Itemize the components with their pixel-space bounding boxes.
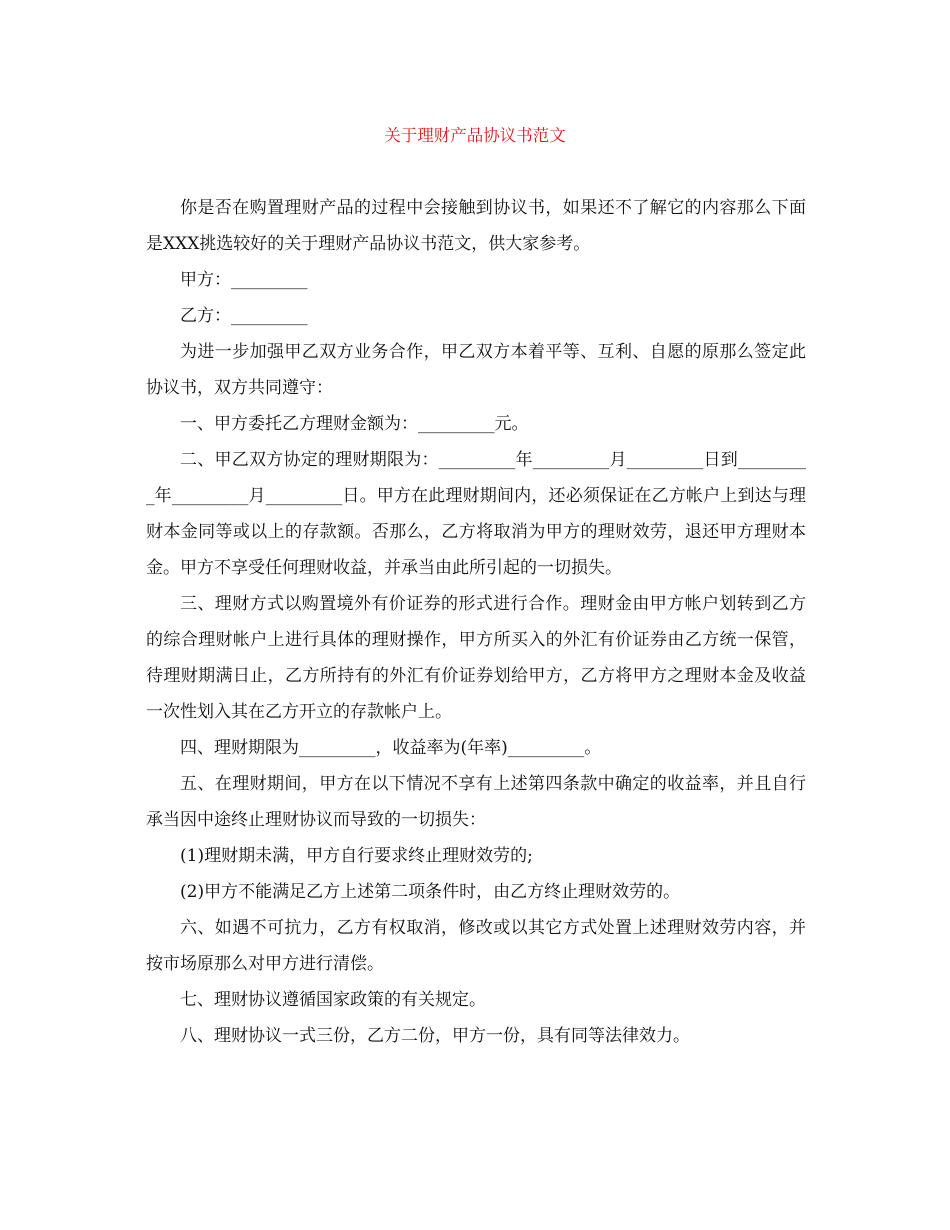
clause-1: 一、甲方委托乙方理财金额为：_________元。: [180, 414, 529, 434]
clause-5: 五、在理财期间，甲方在以下情况不享有上述第四条款中确定的收益率，并且自行承当因中途终止理财协议而导致的一切损失：: [146, 774, 806, 830]
clause-5-item-1: (1)理财期未满，甲方自行要求终止理财效劳的;: [180, 846, 533, 866]
party-b-line: 乙方：_________: [180, 306, 308, 326]
clause-7: 七、理财协议遵循国家政策的有关规定。: [180, 990, 486, 1010]
clause-4: 四、理财期限为_________，收益率为(年率)_________。: [180, 738, 602, 758]
clause-6: 六、如遇不可抗力，乙方有权取消，修改或以其它方式处置上述理财效劳内容，并按市场原那么对甲方进行清偿。: [146, 918, 806, 974]
document-body: [146, 190, 806, 1054]
document-title: 关于理财产品协议书范文: [384, 126, 566, 145]
clause-8: 八、理财协议一式三份，乙方二份，甲方一份，具有同等法律效力。: [180, 1026, 690, 1046]
clause-5-item-2: (2)甲方不能满足乙方上述第二项条件时，由乙方终止理财效劳的。: [180, 882, 681, 902]
clause-2: 二、甲乙双方协定的理财期限为：_________年_________月_________日到_________年_________月_________日。甲方在此理财期间内，还必须保证在乙方帐户上到达与理财本金同等或以上的存款额。否那么，乙方将取消为甲方的理财效劳，退还甲方理财本金。甲方不享受任何理财收益，并承当由此所引起的一切损失。: [146, 450, 806, 578]
clause-3: 三、理财方式以购置境外有价证券的形式进行合作。理财金由甲方帐户划转到乙方的综合理财帐户上进行具体的理财操作，甲方所买入的外汇有价证券由乙方统一保管，待理财期满日止，乙方所持有的外汇有价证券划给甲方，乙方将甲方之理财本金及收益一次性划入其在乙方开立的存款帐户上。: [146, 594, 806, 722]
intro-paragraph: 你是否在购置理财产品的过程中会接触到协议书，如果还不了解它的内容那么下面是XXX挑选较好的关于理财产品协议书范文，供大家参考。: [146, 198, 806, 254]
preamble-paragraph: 为进一步加强甲乙双方业务合作，甲乙双方本着平等、互利、自愿的原那么签定此协议书，双方共同遵守：: [146, 342, 806, 398]
party-a-line: 甲方：_________: [180, 270, 308, 290]
